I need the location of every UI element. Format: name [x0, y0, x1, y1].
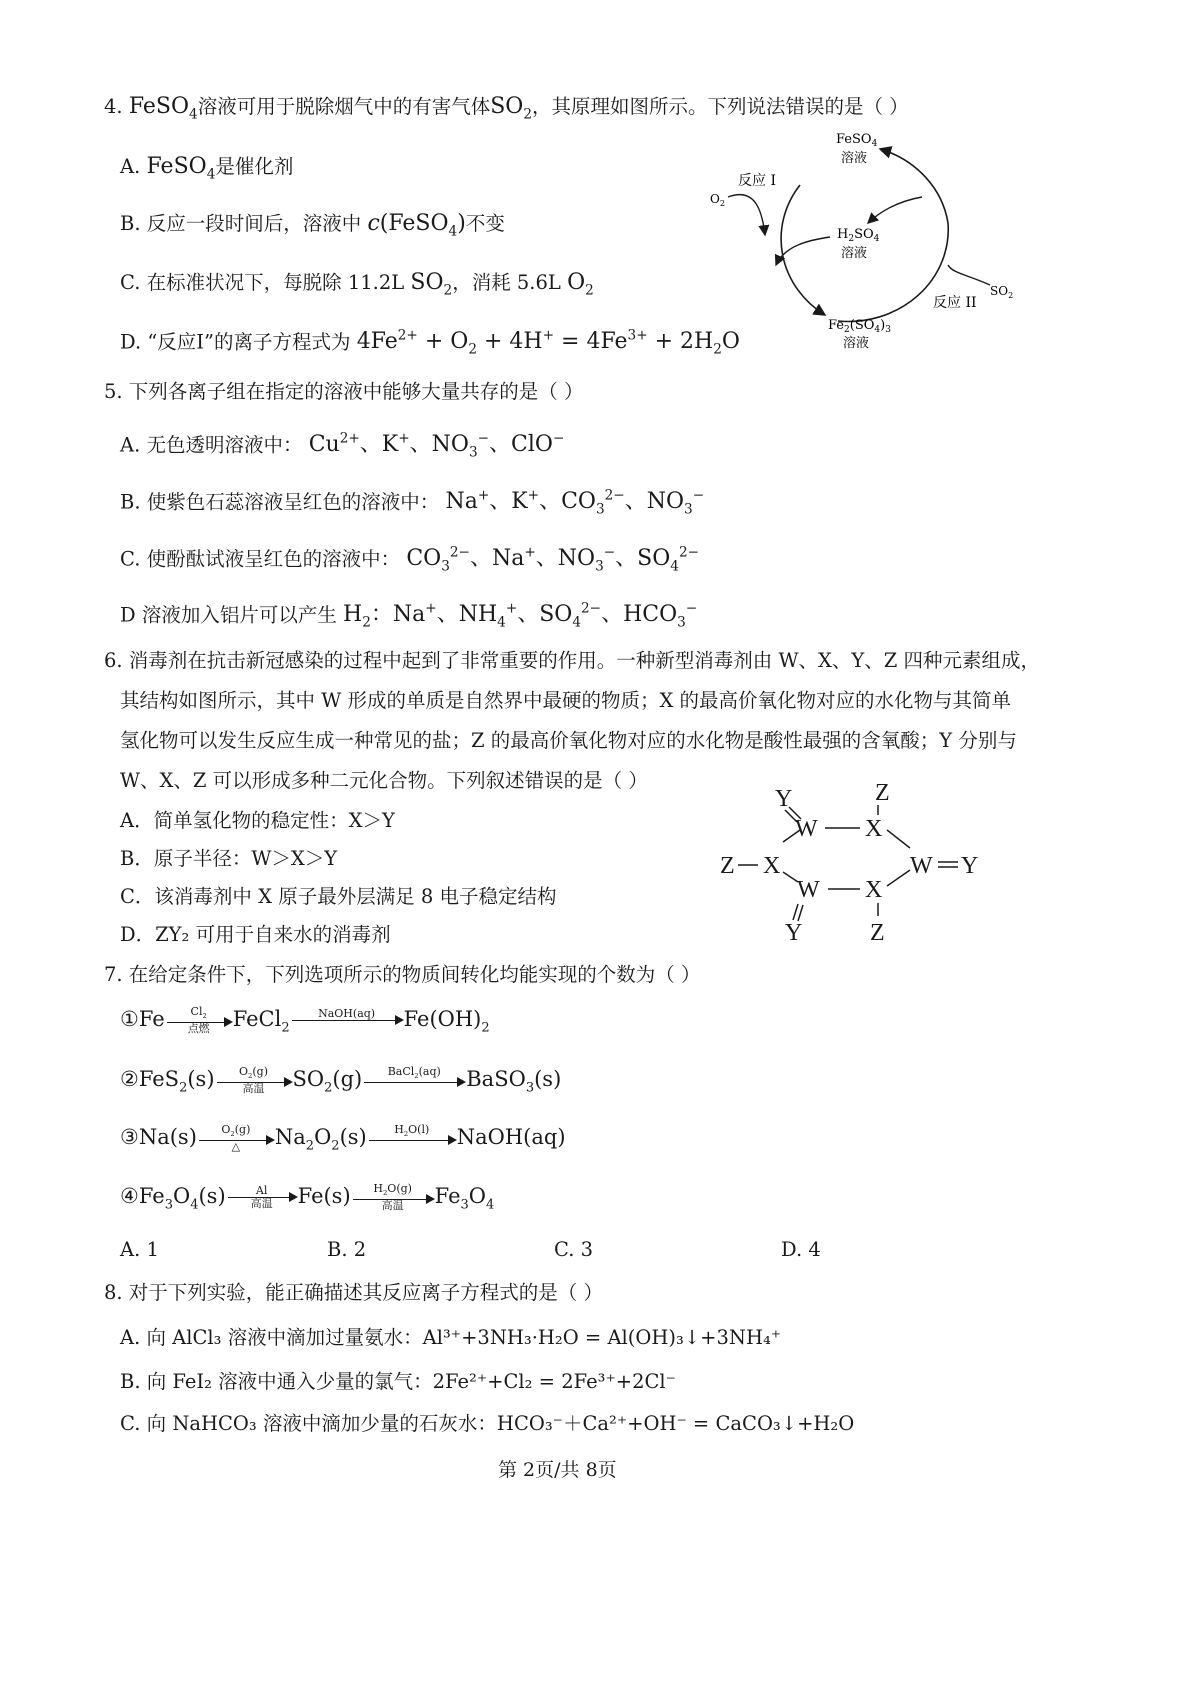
- o2-arrow: [728, 195, 765, 235]
- q6-stem-line-4: W、X、Z 可以形成多种二元化合物。下列叙述错误的是（ ）: [120, 769, 648, 792]
- svg-text:X: X: [865, 877, 883, 903]
- diagram-h2so4: $H_2SO_4$: [837, 227, 880, 244]
- q7-reaction-1: ①Fe $Cl_2$ 点燃 FeCl$_2$ NaOH(aq) $Fe(OH)_2$: [120, 1005, 490, 1036]
- q4-option-b-text: B. 反应一段时间后，溶液中: [120, 212, 362, 235]
- q4-option-c-o2: $O_2$: [567, 270, 594, 299]
- q4-feso4: FeSO$_4$: [128, 94, 198, 123]
- q4-cycle-diagram: [700, 125, 1030, 360]
- svg-text:W: W: [797, 877, 820, 903]
- q5-option-b-text: B. 使紫色石蕊溶液呈红色的溶液中：: [120, 490, 440, 514]
- reaction-arrow: $Cl_2$ 点燃: [167, 1006, 231, 1035]
- diagram-reaction-1: 反应 I: [738, 173, 776, 189]
- q5-option-a-ions: $Cu^{2+}$、K+、$NO_3^-$、ClO−: [308, 431, 565, 461]
- q4-option-a-formula: FeSO$_4$: [146, 154, 216, 183]
- reaction-arrow: $O_2(g)$ 高温: [217, 1066, 291, 1095]
- q6-option-c: C．该消毒剂中 X 原子最外层满足 8 电子稳定结构: [120, 885, 557, 908]
- q5-stem: 5. 下列各离子组在指定的溶液中能够大量共存的是（ ）: [104, 380, 584, 403]
- svg-text:Z: Z: [870, 920, 885, 946]
- diagram-o2: $O_2$: [710, 192, 725, 208]
- diagram-so2: $SO_2$: [990, 284, 1014, 300]
- q8-option-a: A. 向 AlCl₃ 溶液中滴加过量氨水：Al³⁺+3NH₃·H₂O = Al(OH)₃↓+3NH₄⁺: [120, 1326, 782, 1349]
- q6-stem-line-2: 其结构如图所示，其中 W 形成的单质是自然界中最硬的物质；X 的最高价氧化物对应的水化物与其简单: [120, 689, 1012, 712]
- so2-arrow: [948, 265, 990, 285]
- q5-option-c-ions: $CO_3^{2-}$、Na+、$NO_3^-$、$SO_4^{2-}$: [406, 545, 700, 575]
- q4-stem-text: 溶液可用于脱除烟气中的有害气体: [197, 95, 491, 118]
- q7-stem: 7. 在给定条件下，下列选项所示的物质间转化均能实现的个数为（ ）: [104, 963, 701, 986]
- q6-structure-diagram: [715, 770, 995, 950]
- cycle-arc-right: [880, 149, 948, 223]
- q6-stem-line-3: 氢化物可以发生反应生成一种常见的盐；Z 的最高价氧化物对应的水化物是酸性最强的含氧酸；Y 分别与: [120, 729, 1017, 752]
- q4-option-c-so2: $SO_2$: [410, 270, 453, 299]
- q4-option-c: [120, 272, 594, 298]
- svg-text:W: W: [910, 853, 933, 879]
- q4-option-d: [120, 330, 740, 357]
- diagram-fe2so43: $Fe_2(SO_4)_3$: [828, 318, 891, 335]
- q4-so2: $SO_2$: [490, 94, 532, 123]
- q5-option-b-ions: Na+、K+、$CO_3^{2-}$、$NO_3^-$: [445, 488, 705, 518]
- q6-stem-line-1: 6. 消毒剂在抗击新冠感染的过程中起到了非常重要的作用。一种新型消毒剂由 W、X、Y、Z 四种元素组成，: [104, 649, 1041, 672]
- q5-option-d-ions: $H_2$：Na+、$NH_4^+$、$SO_4^{2-}$、$HCO_3^-$: [343, 601, 698, 631]
- svg-text:Y: Y: [961, 853, 979, 879]
- q4-option-a: [120, 156, 293, 182]
- q4-option-d-text: D. “反应I”的离子方程式为: [120, 330, 351, 354]
- q4-option-a-label: A.: [120, 155, 141, 178]
- reaction-arrow: $H_2O(g)$ 高温: [353, 1183, 433, 1212]
- q4-option-a-text: 是催化剂: [215, 155, 294, 178]
- q8-option-c: C. 向 NaHCO₃ 溶液中滴加少量的石灰水：HCO₃⁻＋Ca²⁺+OH⁻ = CaCO₃↓+H₂O: [120, 1412, 855, 1435]
- q4-stem: [104, 96, 909, 122]
- q4-stem-tail: ，其原理如图所示。下列说法错误的是（ ）: [531, 95, 909, 118]
- q5-option-d-text: D 溶液加入铝片可以产生: [120, 603, 337, 627]
- diagram-feso4-label: 溶液: [841, 151, 868, 166]
- diagram-reaction-2: 反应 II: [933, 295, 977, 311]
- q7-option-c: C. 3: [554, 1238, 594, 1261]
- q6-option-b: B．原子半径：W＞X＞Y: [120, 847, 338, 870]
- reaction-arrow: $H_2O(l)$: [369, 1124, 455, 1153]
- q5-option-b: [120, 490, 704, 517]
- q4-option-b-formula: c(FeSO$_4$): [367, 211, 466, 240]
- svg-text:Y: Y: [775, 786, 793, 812]
- q6-option-d: D．ZY₂ 可用于自来水的消毒剂: [120, 923, 391, 946]
- svg-text:W: W: [795, 816, 818, 842]
- svg-text:Y: Y: [785, 920, 803, 946]
- page-footer: 第 2页/共 8页: [498, 1459, 617, 1481]
- svg-text:X: X: [865, 816, 883, 842]
- diagram-fe2so43-label: 溶液: [843, 336, 870, 351]
- q4-option-b: [120, 213, 505, 239]
- q5-option-c: [120, 547, 699, 574]
- diagram-feso4: FeSO$_4$: [836, 132, 878, 149]
- diagram-h2so4-label: 溶液: [841, 246, 868, 261]
- q4-option-b-tail: 不变: [465, 212, 505, 235]
- q4-option-c-text: C. 在标准状况下，每脱除 11.2L: [120, 271, 405, 294]
- q5-option-a: [120, 433, 564, 460]
- q5-option-c-text: C. 使酚酞试液呈红色的溶液中：: [120, 547, 401, 571]
- q4-option-c-mid: ，消耗 5.6L: [452, 271, 561, 294]
- svg-text:X: X: [763, 853, 781, 879]
- reaction-arrow: NaOH(aq): [292, 1008, 402, 1033]
- q7-reaction-2: ②FeS$_2$(s) $O_2(g)$ 高温 $SO_2(g)$ BaCl$_2$(aq) BaSO$_3$(s): [120, 1065, 562, 1096]
- reaction-arrow: $O_2(g)$ △: [199, 1124, 273, 1153]
- q6-option-a: A．简单氢化物的稳定性：X＞Y: [120, 809, 395, 832]
- svg-text:Z: Z: [720, 853, 735, 879]
- q8-option-b: B. 向 FeI₂ 溶液中通入少量的氯气：2Fe²⁺+Cl₂ = 2Fe³⁺+2Cl⁻: [120, 1370, 676, 1393]
- svg-text:Z: Z: [875, 780, 890, 806]
- reaction-arrow: BaCl$_2$(aq): [364, 1066, 464, 1095]
- q5-option-d: [120, 603, 697, 630]
- q7-reaction-3: ③Na(s) $O_2(g)$ △ $Na_2O_2(s)$ $H_2O(l)$ NaOH(aq): [120, 1123, 566, 1154]
- q7-option-b: B. 2: [327, 1238, 367, 1261]
- q7-option-d: D. 4: [781, 1238, 821, 1261]
- q5-option-a-text: A. 无色透明溶液中：: [120, 433, 303, 457]
- q7-reaction-4: $④Fe_3O_4(s)$ Al 高温 Fe(s) $H_2O(g)$ 高温 $Fe_3O_4$: [120, 1182, 495, 1213]
- q4-option-d-equation: $4Fe^{2+} + O_2 + 4H^+ = 4Fe^{3+} + 2H_2O$: [356, 328, 740, 358]
- h2so4-arrow-in: [868, 197, 922, 223]
- q4-number: 4.: [104, 95, 123, 118]
- reaction-arrow: Al 高温: [228, 1185, 296, 1210]
- q8-stem: 8. 对于下列实验，能正确描述其反应离子方程式的是（ ）: [104, 1281, 604, 1304]
- q7-option-a: A. 1: [120, 1238, 159, 1261]
